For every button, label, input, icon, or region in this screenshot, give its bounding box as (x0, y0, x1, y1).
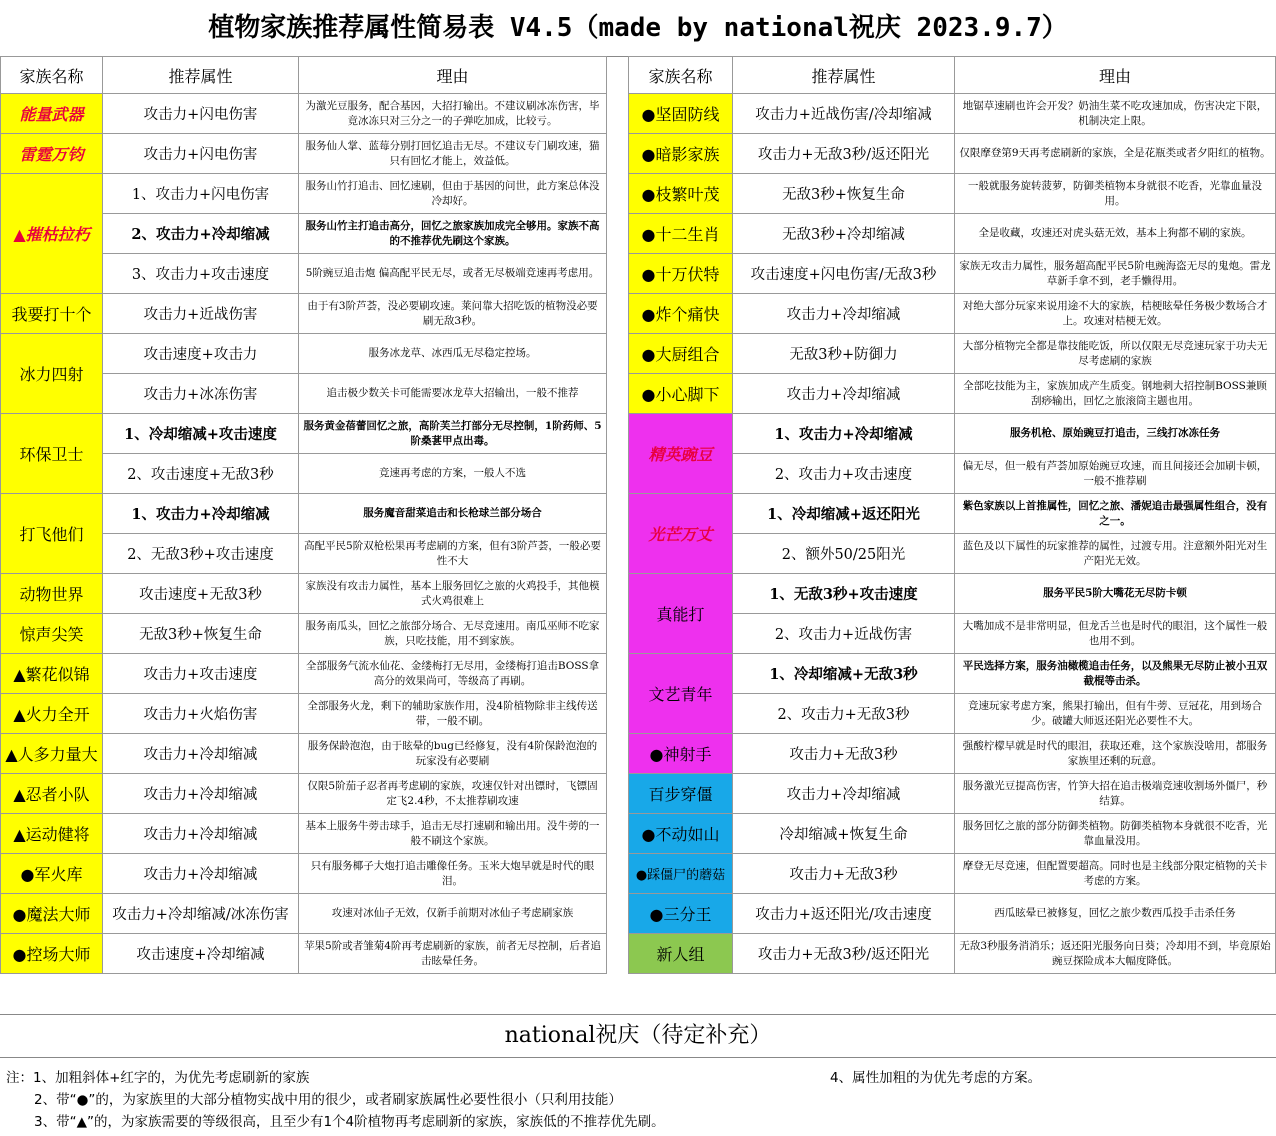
family-name: 环保卫士 (1, 414, 103, 494)
family-name: ●魔法大师 (1, 894, 103, 934)
attribute: 攻击力+冷却缩减 (733, 294, 955, 334)
table-row (629, 374, 1276, 414)
table-row (1, 854, 607, 894)
family-name: ●控场大师 (1, 934, 103, 974)
attribute: 攻击力+闪电伤害 (103, 94, 299, 134)
attribute: 冷却缩减+恢复生命 (733, 814, 955, 854)
family-name: ●坚固防线 (629, 94, 733, 134)
column-gap (606, 56, 628, 1014)
reason: 大嘴加成不是非常明显，但龙舌兰也是时代的眼泪，这个属性一般也用不到。 (955, 614, 1276, 654)
reason: 紫色家族以上首推属性，回忆之旅、潘妮追击最强属性组合，没有之一。 (955, 494, 1276, 534)
reason: 追击极少数关卡可能需要冰龙草大招输出，一般不推荐 (299, 374, 607, 414)
table-row (629, 814, 1276, 854)
table-row (629, 934, 1276, 974)
family-name: ●军火库 (1, 854, 103, 894)
table-row (1, 734, 607, 774)
attribute: 1、冷却缩减+攻击速度 (103, 414, 299, 454)
reason: 服务仙人掌、蓝莓分别打回忆追击无尽。不建议专门刷攻速，猫只有回忆才能上，效益低。 (299, 134, 607, 174)
family-name: 能量武器 (1, 94, 103, 134)
family-name: 光芒万丈 (629, 494, 733, 574)
attribute: 2、无敌3秒+攻击速度 (103, 534, 299, 574)
reason: 由于有3阶芦荟，没必要刷攻速。莱问靠大招吃饭的植物没必要刷无敌3秒。 (299, 294, 607, 334)
reason: 服务激光豆提高伤害，竹笋大招在追击极端竞速收割场外僵尸，秒结算。 (955, 774, 1276, 814)
table-row (629, 574, 1276, 614)
table-row (1, 494, 607, 534)
table-row (629, 214, 1276, 254)
family-name: ●十万伏特 (629, 254, 733, 294)
family-name: ●炸个痛快 (629, 294, 733, 334)
attribute: 攻击力+无敌3秒/返还阳光 (733, 134, 955, 174)
family-name: ▲人多力量大 (1, 734, 103, 774)
header-attr: 推荐属性 (103, 57, 299, 94)
attribute: 攻击速度+无敌3秒 (103, 574, 299, 614)
attribute: 2、额外50/25阳光 (733, 534, 955, 574)
attribute: 1、冷却缩减+无敌3秒 (733, 654, 955, 694)
attribute: 无敌3秒+冷却缩减 (733, 214, 955, 254)
left-table (0, 56, 607, 974)
table-row (629, 334, 1276, 374)
table-row (629, 734, 1276, 774)
reason: 竞速再考虑的方案，一般人不选 (299, 454, 607, 494)
reason: 全部服务气流水仙花、金缕梅打无尽用，金缕梅打追击BOSS拿高分的效果尚可，等级高了再刷。 (299, 654, 607, 694)
table-row (1, 134, 607, 174)
family-name: 精英豌豆 (629, 414, 733, 494)
note-1: 注：1、加粗斜体+红字的，为优先考虑刷新的家族 (6, 1070, 310, 1086)
reason: 西瓜眩晕已被修复，回忆之旅少数西瓜投手击杀任务 (955, 894, 1276, 934)
attribute: 2、攻击力+无敌3秒 (733, 694, 955, 734)
reason: 地锯草速刷也许会开发？奶油生菜不吃攻速加成，伤害决定下限，机制决定上限。 (955, 94, 1276, 134)
header-reason: 理由 (299, 57, 607, 94)
family-name: ●暗影家族 (629, 134, 733, 174)
table-row (1, 894, 607, 934)
table-row (629, 294, 1276, 334)
table-row (1, 654, 607, 694)
attribute: 攻击力+无敌3秒 (733, 854, 955, 894)
attribute: 攻击力+冷却缩减 (103, 734, 299, 774)
family-name: ●神射手 (629, 734, 733, 774)
reason: 攻速对冰仙子无效，仅新手前期对冰仙子考虑刷家族 (299, 894, 607, 934)
table-row (1, 574, 607, 614)
reason: 仅限摩登第9天再考虑刷新的家族，全是花瓶类或者夕阳红的植物。 (955, 134, 1276, 174)
attribute: 攻击速度+攻击力 (103, 334, 299, 374)
reason: 家族没有攻击力属性，基本上服务回忆之旅的火鸡投手，其他模式火鸡很难上 (299, 574, 607, 614)
attribute: 1、无敌3秒+攻击速度 (733, 574, 955, 614)
attribute: 攻击力+无敌3秒/返还阳光 (733, 934, 955, 974)
family-name: 冰力四射 (1, 334, 103, 414)
family-name: ▲繁花似锦 (1, 654, 103, 694)
attribute: 2、攻击速度+无敌3秒 (103, 454, 299, 494)
reason: 大部分植物完全都是靠技能吃饭，所以仅限无尽竞速玩家于功夫无尽考虑刷的家族 (955, 334, 1276, 374)
attribute: 无敌3秒+恢复生命 (103, 614, 299, 654)
table-row (1, 694, 607, 734)
attribute: 攻击力+无敌3秒 (733, 734, 955, 774)
table-row (629, 494, 1276, 534)
attribute: 2、攻击力+冷却缩减 (103, 214, 299, 254)
table-row (1, 334, 607, 374)
reason: 仅限5阶茄子忍者再考虑刷的家族，攻速仅针对出镖时，飞镖固定飞2.4秒，不太推荐刷攻速 (299, 774, 607, 814)
header-family: 家族名称 (1, 57, 103, 94)
table-row (629, 254, 1276, 294)
attribute: 攻击力+返还阳光/攻击速度 (733, 894, 955, 934)
reason: 全部吃技能为主，家族加成产生质变。钢地刺大招控制BOSS兼顾刮痧输出，回忆之旅滚筒主题也用。 (955, 374, 1276, 414)
reason: 摩登无尽竞速，但配置要超高。同时也是主线部分限定植物的关卡考虑的方案。 (955, 854, 1276, 894)
attribute: 1、攻击力+冷却缩减 (103, 494, 299, 534)
family-name: ●十二生肖 (629, 214, 733, 254)
attribute: 1、攻击力+闪电伤害 (103, 174, 299, 214)
note-2: 2、带“●”的，为家族里的大部分植物实战中用的很少，或者刷家族属性必要性很小（只利用技能） (34, 1092, 622, 1108)
attribute: 攻击力+近战伤害/冷却缩减 (733, 94, 955, 134)
family-name: ▲运动健将 (1, 814, 103, 854)
attribute: 攻击力+闪电伤害 (103, 134, 299, 174)
attribute: 攻击力+冷却缩减 (733, 374, 955, 414)
family-name: ●大厨组合 (629, 334, 733, 374)
reason: 平民选择方案，服务油橄榄追击任务，以及熊果无尽防止被小丑双截棍等击杀。 (955, 654, 1276, 694)
family-name: 新人组 (629, 934, 733, 974)
reason: 为激光豆服务，配合基因，大招打输出。不建议刷冰冻伤害，毕竟冰冻只对三分之一的子弹吃加成，比较亏。 (299, 94, 607, 134)
family-name: ▲忍者小队 (1, 774, 103, 814)
header-family: 家族名称 (629, 57, 733, 94)
family-name: ●三分王 (629, 894, 733, 934)
attribute: 攻击力+冷却缩减 (103, 774, 299, 814)
table-row (1, 614, 607, 654)
header-row (1, 57, 607, 94)
table-row (629, 894, 1276, 934)
family-name: ▲火力全开 (1, 694, 103, 734)
attribute: 攻击力+冷却缩减 (103, 814, 299, 854)
family-name: 文艺青年 (629, 654, 733, 734)
attribute: 攻击力+攻击速度 (103, 654, 299, 694)
reason: 服务山竹主打追击高分，回忆之旅家族加成完全够用。家族不高的不推荐优先刷这个家族。 (299, 214, 607, 254)
family-name: 动物世界 (1, 574, 103, 614)
table-row (629, 854, 1276, 894)
family-name: ●枝繁叶茂 (629, 174, 733, 214)
table-row (1, 294, 607, 334)
attribute: 1、冷却缩减+返还阳光 (733, 494, 955, 534)
reason: 服务回忆之旅的部分防御类植物。防御类植物本身就很不吃香，光靠血量没用。 (955, 814, 1276, 854)
family-name: 打飞他们 (1, 494, 103, 574)
note-4: 4、属性加粗的为优先考虑的方案。 (830, 1070, 1042, 1086)
attribute: 攻击力+火焰伤害 (103, 694, 299, 734)
reason: 全部服务火龙，剩下的辅助家族作用，没4阶植物除非主线传送带，一般不刷。 (299, 694, 607, 734)
reason: 5阶豌豆追击炮 偏高配平民无尽，或者无尽极端竞速再考虑用。 (299, 254, 607, 294)
attribute: 2、攻击力+近战伤害 (733, 614, 955, 654)
attribute: 攻击力+冷却缩减/冰冻伤害 (103, 894, 299, 934)
reason: 对绝大部分玩家来说用途不大的家族，桔梗眩晕任务极少数场合才上。攻速对桔梗无效。 (955, 294, 1276, 334)
reason: 服务冰龙草、冰西瓜无尽稳定控场。 (299, 334, 607, 374)
header-attr: 推荐属性 (733, 57, 955, 94)
page-title: 植物家族推荐属性简易表 V4.5（made by national祝庆 2023.9.7） (0, 0, 1276, 57)
family-name: 百步穿僵 (629, 774, 733, 814)
family-name: ●小心脚下 (629, 374, 733, 414)
attribute: 3、攻击力+攻击速度 (103, 254, 299, 294)
table-row (629, 134, 1276, 174)
attribute: 无敌3秒+防御力 (733, 334, 955, 374)
attribute: 无敌3秒+恢复生命 (733, 174, 955, 214)
reason: 一般就服务旋转菠萝，防御类植物本身就很不吃香，光靠血量没用。 (955, 174, 1276, 214)
reason: 服务魔音甜菜追击和长枪球兰部分场合 (299, 494, 607, 534)
reason: 家族无攻击力属性，服务超高配平民5阶电豌海盗无尽的鬼炮。雷龙草新手拿不到，老手懒得用。 (955, 254, 1276, 294)
table-row (629, 774, 1276, 814)
reason: 竞速玩家考虑方案，熊果打输出，但有牛蒡、豆冠花，用到场合少。破罐大师返还阳光必要性不大。 (955, 694, 1276, 734)
family-name: ●不动如山 (629, 814, 733, 854)
family-name: ●踩僵尸的蘑菇 (629, 854, 733, 894)
reason: 服务南瓜头，回忆之旅部分场合、无尽竞速用。南瓜巫师不吃家族，只吃技能，用不到家族。 (299, 614, 607, 654)
reason: 强酸柠檬早就是时代的眼泪，获取还难，这个家族没啥用，都服务家族里还剩的玩意。 (955, 734, 1276, 774)
table-row (629, 94, 1276, 134)
note-3: 3、带“▲”的，为家族需要的等级很高，且至少有1个4阶植物再考虑刷新的家族，家族低的不推荐优先刷。 (34, 1114, 665, 1130)
family-name: 真能打 (629, 574, 733, 654)
attribute: 攻击力+冷却缩减 (733, 774, 955, 814)
reason: 服务机枪、原始豌豆打追击，三线打冰冻任务 (955, 414, 1276, 454)
table-row (629, 174, 1276, 214)
reason: 服务平民5阶大嘴花无尽防卡顿 (955, 574, 1276, 614)
family-name: 我要打十个 (1, 294, 103, 334)
table-row (629, 414, 1276, 454)
table-row (629, 654, 1276, 694)
attribute: 1、攻击力+冷却缩减 (733, 414, 955, 454)
reason: 服务山竹打追击、回忆速刷，但由于基因的问世，此方案总体没冷却好。 (299, 174, 607, 214)
table-row (1, 774, 607, 814)
attribute: 攻击力+冷却缩减 (103, 854, 299, 894)
reason: 基本上服务牛蒡击球手，追击无尽打速刷和输出用。没牛蒡的一般不刷这个家族。 (299, 814, 607, 854)
table-row (1, 94, 607, 134)
family-name: 雷霆万钧 (1, 134, 103, 174)
right-table (628, 56, 1276, 974)
table-row (1, 174, 607, 214)
reason: 无敌3秒服务消消乐；返还阳光服务向日葵；冷却用不到，毕竟原始豌豆探险成本大幅度降低。 (955, 934, 1276, 974)
attribute: 攻击速度+闪电伤害/无敌3秒 (733, 254, 955, 294)
header-reason: 理由 (955, 57, 1276, 94)
family-name: ▲摧枯拉朽 (1, 174, 103, 294)
reason: 全是收藏，攻速还对虎头菇无效，基本上狗都不刷的家族。 (955, 214, 1276, 254)
attribute: 攻击速度+冷却缩减 (103, 934, 299, 974)
reason: 只有服务椰子大炮打追击雕像任务。玉米大炮早就是时代的眼泪。 (299, 854, 607, 894)
table-row (1, 414, 607, 454)
reason: 偏无尽，但一般有芦荟加原始豌豆攻速，而且间接还会加刷卡顿，一般不推荐刷 (955, 454, 1276, 494)
reason: 高配平民5阶双枪松果再考虑刷的方案，但有3阶芦荟，一般必要性不大 (299, 534, 607, 574)
attribute: 攻击力+近战伤害 (103, 294, 299, 334)
notes (0, 1060, 1276, 1136)
attribute: 2、攻击力+攻击速度 (733, 454, 955, 494)
reason: 服务黄金蓓蕾回忆之旅，高阶芙兰打部分无尽控制，1阶药师、5阶桑葚甲点出毒。 (299, 414, 607, 454)
attribute: 攻击力+冰冻伤害 (103, 374, 299, 414)
header-row (629, 57, 1276, 94)
reason: 蓝色及以下属性的玩家推荐的属性，过渡专用。注意额外阳光对生产阳光无效。 (955, 534, 1276, 574)
signature: national祝庆（待定补充） (0, 1014, 1276, 1058)
family-name: 惊声尖笑 (1, 614, 103, 654)
table-row (1, 814, 607, 854)
reason: 服务保龄泡泡，由于眩晕的bug已经修复，没有4阶保龄泡泡的玩家没有必要刷 (299, 734, 607, 774)
table-row (1, 934, 607, 974)
reason: 苹果5阶或者雏菊4阶再考虑刷新的家族，前者无尽控制，后者追击眩晕任务。 (299, 934, 607, 974)
